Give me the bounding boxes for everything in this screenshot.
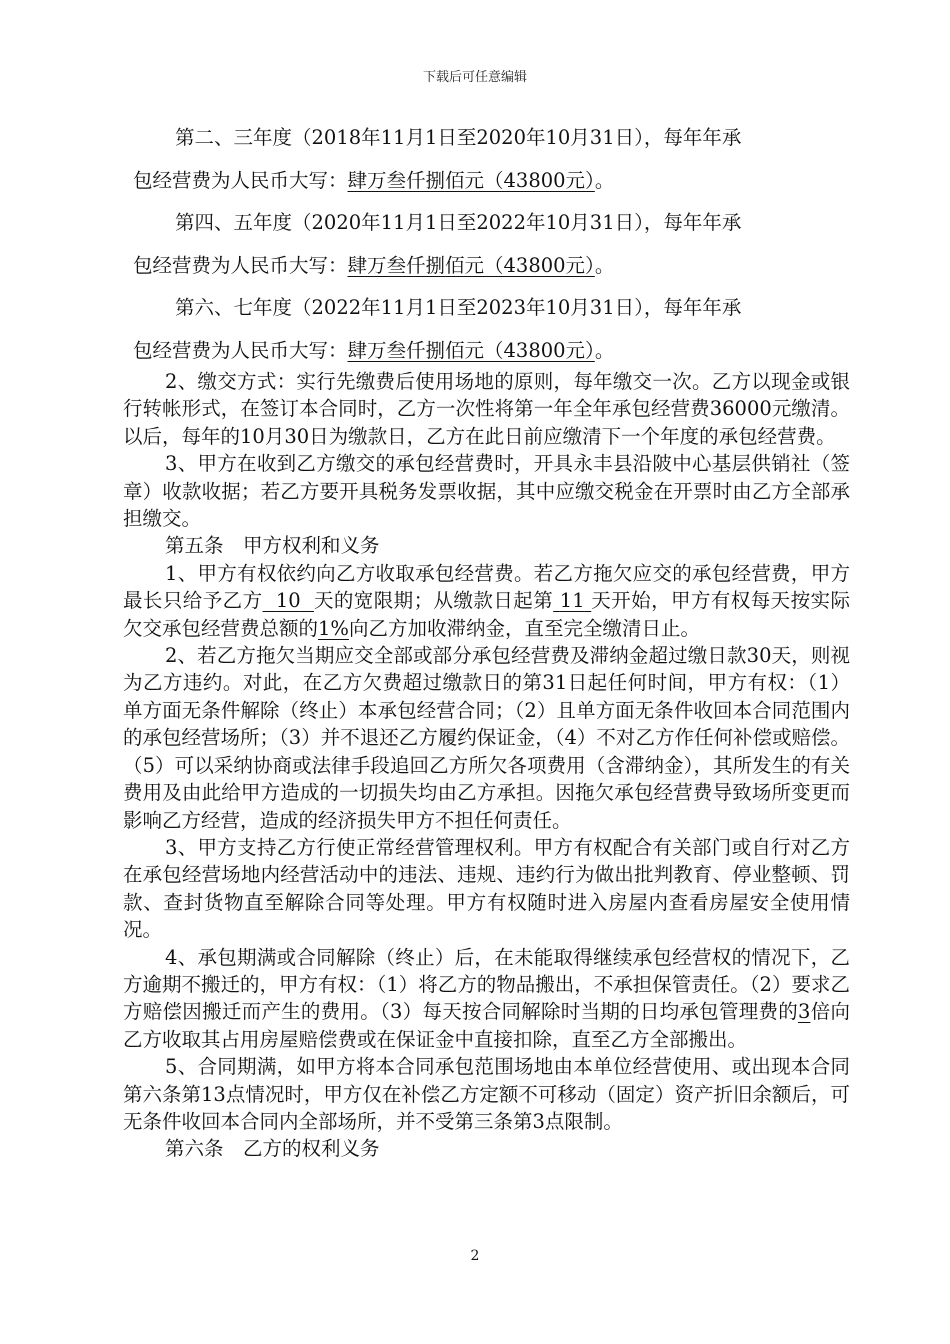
- fee-prefix: 包经营费为人民币大写：: [133, 169, 348, 192]
- article-5-clause-4: 4、承包期满或合同解除（终止）后，在未能取得继续承包经营权的情况下，乙方逾期不搬迁的，甲方有权：（1）将乙方的物品搬出，不承担保管责任。（2）要求乙方赔偿因搬迁而产生的费用。（3）每天按合同解除时当期的日均承包管理费的3倍向乙方收取其占用房屋赔偿费或在保证金中直接扣除，直至乙方全部搬出。: [123, 945, 850, 1051]
- article-6-heading: 第六条 乙方的权利义务: [165, 1137, 380, 1161]
- grace-days: 10: [275, 589, 301, 613]
- receipt-paragraph: 3、甲方在收到乙方缴交的承包经营费时，开具永丰县沿陂中心基层供销社（签章）收款收据；若乙方要开具税务发票收据，其中应缴交税金在开票时由乙方全部承担缴交。: [123, 452, 850, 531]
- article-5-clause-1: 1、甲方有权依约向乙方收取承包经营费。若乙方拖欠应交的承包经营费，甲方最长只给予乙方 10 天的宽限期；从缴款日起第 11 天开始，甲方有权每天按实际欠交承包经营费总额的1%向乙方加收滞纳金，直至完全缴清日止。: [123, 561, 850, 640]
- payment-method-paragraph: 2、缴交方式：实行先缴费后使用场地的原则，每年缴交一次。乙方以现金或银行转帐形式，在签订本合同时，乙方一次性将第一年全年承包经营费36000元缴清。以后，每年的10月30日为缴款日，乙方在此日前应缴清下一个年度的承包经营费。: [123, 370, 850, 448]
- fee-period: 第四、五年度（2020年11月1日至2022年10月31日），每年年承: [175, 211, 742, 234]
- article-5-clause-2: 2、若乙方拖欠当期应交全部或部分承包经营费及滞纳金超过缴日款30天，则视为乙方违约。对此，在乙方欠费超过缴款日的第31日起任何时间，甲方有权：（1）单方面无条件解除（终止）本承包经营合同；（2）且单方面无条件收回本合同范围内的承包经营场所；（3）并不退还乙方履约保证金，（4）不对乙方作任何补偿或赔偿。（5）可以采纳协商或法律手段追回乙方所欠各项费用（含滞纳金），其所发生的有关费用及由此给甲方造成的一切损失均由乙方承担。因拖欠承包经营费导致场所变更而影响乙方经营，造成的经济损失甲方不担任何责任。: [123, 644, 850, 832]
- fee-prefix: 包经营费为人民币大写：: [133, 339, 348, 362]
- fee-suffix: 。: [594, 254, 615, 277]
- fee-amount: 肆万叁仟捌佰元（43800元）: [347, 339, 595, 362]
- page-header: 下载后可任意编辑: [422, 70, 527, 85]
- fee-schedule-item: [133, 201, 853, 287]
- fee-amount: 肆万叁仟捌佰元（43800元）: [347, 169, 595, 192]
- late-start-day: 11: [559, 589, 585, 613]
- fee-amount: 肆万叁仟捌佰元（43800元）: [347, 254, 595, 277]
- fee-prefix: 包经营费为人民币大写：: [133, 254, 348, 277]
- contract-body: [123, 368, 850, 1163]
- fee-schedule-item: [133, 286, 853, 372]
- fee-suffix: 。: [594, 169, 615, 192]
- fee-suffix: 。: [594, 339, 615, 362]
- article-5-clause-3: 3、甲方支持乙方行使正常经营管理权利。甲方有权配合有关部门或自行对乙方在承包经营场地内经营活动中的违法、违规、违约行为做出批判教育、停业整顿、罚款、查封货物直至解除合同等处理。甲方有权随时进入房屋内查看房屋安全使用情况。: [123, 835, 850, 942]
- fee-period: 第六、七年度（2022年11月1日至2023年10月31日），每年年承: [175, 296, 742, 319]
- late-fee-rate: 1%: [318, 616, 349, 640]
- fee-period: 第二、三年度（2018年11月1日至2020年10月31日），每年年承: [175, 126, 742, 149]
- fee-schedule-item: [133, 116, 853, 202]
- penalty-multiplier: 3: [798, 1000, 811, 1024]
- article-5-heading: 第五条 甲方权利和义务: [165, 534, 380, 558]
- article-5-clause-5: 5、合同期满，如甲方将本合同承包范围场地由本单位经营使用、或出现本合同第六条第13点情况时，甲方仅在补偿乙方定额不可移动（固定）资产折旧余额后，可无条件收回本合同内全部场所，并不受第三条第3点限制。: [123, 1055, 850, 1133]
- page-number: 2: [470, 1248, 480, 1264]
